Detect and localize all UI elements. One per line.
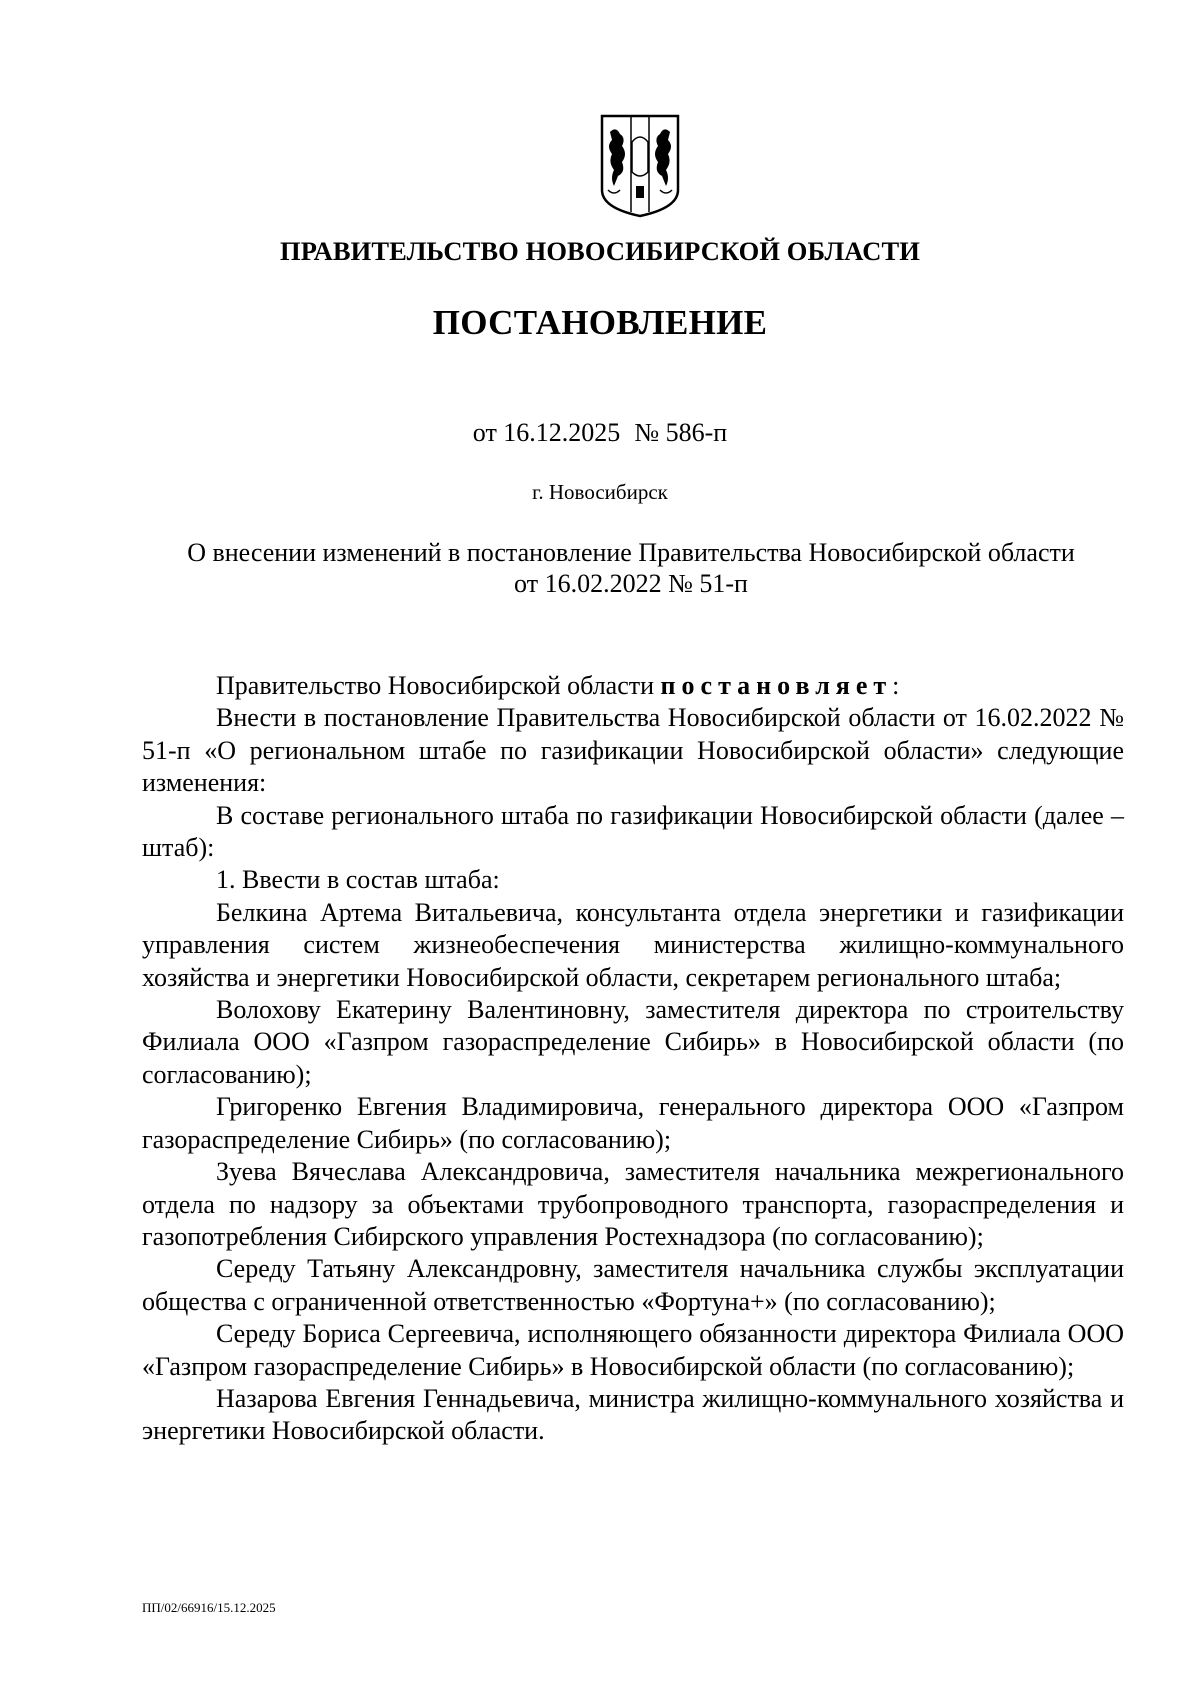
- member-zuev: Зуева Вячеслава Александровича, заместителя начальника межрегионального отдела по надзору за объектами трубопроводного транспорта, газораспределения и газопотребления Сибирского управления Ростехнадзора (по согласованию);: [142, 1157, 1124, 1251]
- member-sereda-tatyana: Середу Татьяну Александровну, заместителя начальника службы эксплуатации общества с ограниченной ответственностью «Фортуна+» (по согласованию);: [142, 1254, 1124, 1316]
- organization-name: ПРАВИТЕЛЬСТВО НОВОСИБИРСКОЙ ОБЛАСТИ: [280, 236, 920, 266]
- intro-prefix: Правительство Новосибирской области: [216, 671, 661, 700]
- member-sereda-boris: Середу Бориса Сергеевича, исполняющего обязанности директора Филиала ООО «Газпром газораспределение Сибирь» в Новосибирской области (по согласованию);: [142, 1319, 1124, 1381]
- document-type: ПОСТАНОВЛЕНИЕ: [432, 303, 768, 342]
- intro-paragraph: [142, 670, 1124, 702]
- member-nazarov: Назарова Евгения Геннадьевича, министра жилищно-коммунального хозяйства и энергетики Новосибирской области.: [142, 1383, 1124, 1446]
- paragraph-amend: Внести в постановление Правительства Новосибирской области от 16.02.2022 № 51-п «О региональном штабе по газификации Новосибирской области» следующие изменения:: [142, 703, 1124, 798]
- document-title: [140, 537, 1122, 599]
- document-number: № 586-п: [634, 418, 728, 447]
- intro-suffix: :: [892, 671, 900, 700]
- document-date: от 16.12.2025: [472, 418, 621, 447]
- title-line-1: О внесении изменений в постановление Правительства Новосибирской области: [187, 538, 1075, 567]
- intro-decree-word: постановляет: [660, 671, 893, 700]
- member-volokhova: Волохову Екатерину Валентиновну, заместителя директора по строительству Филиала ООО «Газпром газораспределение Сибирь» в Новосибирской области (по согласованию);: [142, 995, 1124, 1089]
- date-number-line: [0, 418, 1200, 448]
- document-body: [142, 670, 1124, 1448]
- paragraph-item-1: 1. Ввести в состав штаба:: [216, 865, 500, 895]
- city: г. Новосибирск: [532, 480, 668, 504]
- member-belkin: Белкина Артема Витальевича, консультанта отдела энергетики и газификации управления систем жизнеобеспечения министерства жилищно-коммунального хозяйства и энергетики Новосибирской области, секретарем регионального штаба;: [142, 897, 1124, 992]
- title-line-2: от 16.02.2022 № 51-п: [514, 569, 748, 598]
- footer-code: ПП/02/66916/15.12.2025: [142, 1600, 276, 1615]
- coat-of-arms-emblem: [598, 112, 682, 218]
- paragraph-composition: В составе регионального штаба по газификации Новосибирской области (далее – штаб):: [142, 800, 1124, 863]
- member-grigorenko: Григоренко Евгения Владимировича, генерального директора ООО «Газпром газораспределение Сибирь» (по согласованию);: [142, 1092, 1124, 1154]
